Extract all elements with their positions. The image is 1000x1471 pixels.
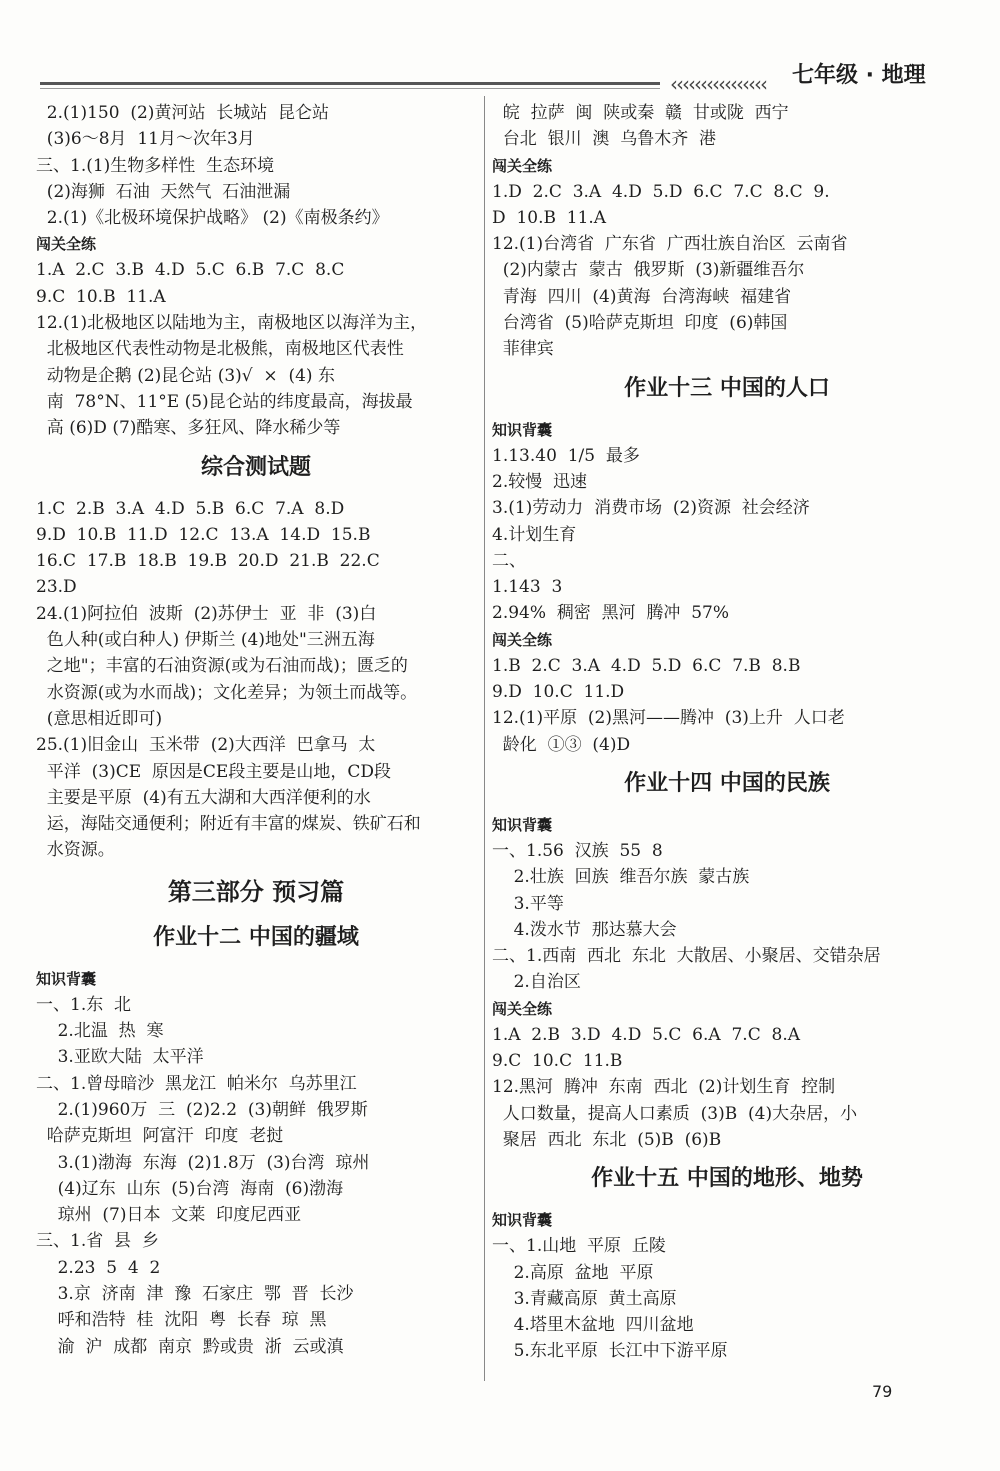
answer-line: 2.(1)150 (2)黄河站 长城站 昆仑站 <box>36 103 330 123</box>
section-heading: 作业十三 中国的人口 <box>624 375 830 401</box>
column-divider <box>484 96 485 1381</box>
answer-line: 5.东北平原 长江中下游平原 <box>492 1341 728 1362</box>
answer-line: 9.D 10.B 11.D 12.C 13.A 14.D 15.B <box>36 524 371 545</box>
answer-line: 1.C 2.B 3.A 4.D 5.B 6.C 7.A 8.D <box>36 498 345 519</box>
answer-line: 呼和浩特 桂 沈阳 粤 长春 琼 黑 <box>36 1310 327 1331</box>
answer-line: 高 (6)D (7)酷寒、多狂风、降水稀少等 <box>36 418 341 439</box>
answer-line: 北极地区代表性动物是北极熊，南极地区代表性 <box>36 339 404 360</box>
answer-line: 9.C 10.C 11.B <box>492 1051 623 1072</box>
answer-line: 1.D 2.C 3.A 4.D 5.D 6.C 7.C 8.C 9. <box>492 181 830 202</box>
answer-line: 2.自治区 <box>492 972 581 993</box>
answer-line: 2.高原 盆地 平原 <box>492 1262 654 1283</box>
answer-line: 二、 <box>492 550 526 571</box>
answer-line: 9.C 10.B 11.A <box>36 286 166 307</box>
header-title: 七年级 · 地理 <box>792 63 926 88</box>
answer-line: 三、1.省 县 乡 <box>36 1231 159 1252</box>
answer-line: 动物是企鹅 (2)昆仑站 (3)√ × (4) 东 <box>36 365 335 386</box>
answer-line: 2.(1)《北极环境保护战略》 (2)《南极条约》 <box>36 208 389 229</box>
answer-line: 渝 沪 成都 南京 黔或贵 浙 云或滇 <box>36 1336 344 1357</box>
section-heading: 作业十五 中国的地形、地势 <box>591 1166 863 1192</box>
right-column <box>492 100 962 1365</box>
answer-line: 皖 拉萨 闽 陕或秦 赣 甘或陇 西宁 <box>492 103 789 123</box>
answer-line: 12.(1)北极地区以陆地为主，南极地区以海洋为主， <box>36 313 428 334</box>
answer-line: 色人种(或白种人) 伊斯兰 (4)地处"三洲五海 <box>36 630 375 651</box>
subsection-label: 闯关全练 <box>36 235 97 254</box>
answer-line: 3.青藏高原 黄土高原 <box>492 1288 677 1309</box>
answer-line: 人口数量，提高人口素质 (3)B (4)大杂居，小 <box>492 1103 858 1124</box>
answer-line: 4.泼水节 那达慕大会 <box>492 919 677 940</box>
answer-line: 1.13.40 1/5 最多 <box>492 445 640 466</box>
answer-line: D 10.B 11.A <box>492 207 607 228</box>
answer-line: 水资源(或为水而战)；文化差异；为领土而战等。 <box>36 682 418 703</box>
answer-line: 青海 四川 (4)黄海 台湾海峡 福建省 <box>492 286 792 307</box>
answer-line: 9.D 10.C 11.D <box>492 682 625 703</box>
answer-line: 2.北温 热 寒 <box>36 1021 164 1042</box>
subsection-label: 闯关全练 <box>492 999 553 1018</box>
answer-line: 一、1.东 北 <box>36 994 132 1015</box>
header-rule-thin <box>40 88 660 89</box>
answer-line: 二、1.西南 西北 东北 大散居、小聚居、交错杂居 <box>492 946 881 967</box>
answer-line: 平洋 (3)CE 原因是CE段主要是山地，CD段 <box>36 761 391 782</box>
answer-line: 12.黑河 腾冲 东南 西北 (2)计划生育 控制 <box>492 1077 836 1098</box>
answer-line: 3.京 济南 津 豫 石家庄 鄂 晋 长沙 <box>36 1283 354 1304</box>
answer-line: 运，海陆交通便利；附近有丰富的煤炭、铁矿石和 <box>36 814 421 835</box>
section-heading: 综合测试题 <box>200 454 311 480</box>
section-heading: 作业十四 中国的民族 <box>624 770 830 796</box>
answer-line: 12.(1)台湾省 广东省 广西壮族自治区 云南省 <box>492 234 848 255</box>
answer-line: 二、1.曾母暗沙 黑龙江 帕米尔 乌苏里江 <box>36 1073 357 1094</box>
answer-line: (4)辽东 山东 (5)台湾 海南 (6)渤海 <box>36 1178 344 1199</box>
answer-line: 一、1.56 汉族 55 8 <box>492 840 663 861</box>
page-number: 79 <box>872 1382 893 1401</box>
answer-line: 琼州 (7)日本 文莱 印度尼西亚 <box>36 1205 302 1226</box>
answer-line: 聚居 西北 东北 (5)B (6)B <box>492 1129 722 1150</box>
answer-line: 2.(1)960万 三 (2)2.2 (3)朝鲜 俄罗斯 <box>36 1099 368 1120</box>
subsection-label: 闯关全练 <box>492 630 553 649</box>
answer-line: 3.亚欧大陆 太平洋 <box>36 1047 204 1068</box>
header-rule <box>40 82 660 85</box>
subsection-label: 知识背囊 <box>492 420 553 439</box>
answer-line: 2.壮族 回族 维吾尔族 蒙古族 <box>492 867 750 888</box>
subsection-label: 知识背囊 <box>36 969 97 988</box>
left-column <box>36 100 476 1360</box>
answer-line: 1.A 2.C 3.B 4.D 5.C 6.B 7.C 8.C <box>36 260 345 281</box>
answer-line: (3)6～8月 11月～次年3月 <box>36 129 255 150</box>
answer-line: (2)内蒙古 蒙古 俄罗斯 (3)新疆维吾尔 <box>492 260 805 281</box>
answer-line: 三、1.(1)生物多样性 生态环境 <box>36 155 275 176</box>
subsection-label: 闯关全练 <box>492 156 553 175</box>
answer-line: 4.计划生育 <box>492 524 577 545</box>
answer-line: 3.平等 <box>492 893 564 914</box>
answer-line: 23.D <box>36 577 77 598</box>
page-header <box>0 0 1000 100</box>
answer-line: 1.143 3 <box>492 577 563 598</box>
answer-line: (2)海狮 石油 天然气 石油泄漏 <box>36 181 291 202</box>
section-heading: 第三部分 预习篇 <box>167 877 345 906</box>
answer-line: 台北 银川 澳 乌鲁木齐 港 <box>492 129 717 150</box>
section-heading: 作业十二 中国的疆域 <box>153 924 359 950</box>
answer-line: 3.(1)劳动力 消费市场 (2)资源 社会经济 <box>492 498 810 519</box>
subsection-label: 知识背囊 <box>492 815 553 834</box>
answer-line: 之地"；丰富的石油资源(或为石油而战)；匮乏的 <box>36 656 408 677</box>
answer-line: 25.(1)旧金山 玉米带 (2)大西洋 巴拿马 太 <box>36 735 376 756</box>
answer-line: 2.94% 稠密 黑河 腾冲 57% <box>492 603 730 624</box>
answer-line: 菲律宾 <box>492 339 554 360</box>
answer-line: 哈萨克斯坦 阿富汗 印度 老挝 <box>36 1126 284 1147</box>
answer-line: 2.23 5 4 2 <box>36 1257 161 1278</box>
answer-line: 24.(1)阿拉伯 波斯 (2)苏伊士 亚 非 (3)白 <box>36 603 377 624</box>
answer-line: 一、1.山地 平原 丘陵 <box>492 1236 666 1257</box>
answer-line: 台湾省 (5)哈萨克斯坦 印度 (6)韩国 <box>492 313 788 334</box>
answer-line: 龄化 ①③ (4)D <box>492 734 631 755</box>
answer-line: 2.较慢 迅速 <box>492 471 588 492</box>
answer-line: (意思相近即可) <box>36 708 163 729</box>
answer-line: 1.B 2.C 3.A 4.D 5.D 6.C 7.B 8.B <box>492 655 801 676</box>
subsection-label: 知识背囊 <box>492 1211 553 1230</box>
answer-line: 3.(1)渤海 东海 (2)1.8万 (3)台湾 琼州 <box>36 1152 370 1173</box>
answer-line: 南 78°N、11°E (5)昆仑站的纬度最高，海拔最 <box>36 391 413 412</box>
header-chevron-decoration: ‹‹‹‹‹‹‹‹‹‹‹‹‹‹‹‹ <box>670 72 766 96</box>
answer-line: 主要是平原 (4)有五大湖和大西洋便利的水 <box>36 787 371 808</box>
answer-line: 1.A 2.B 3.D 4.D 5.C 6.A 7.C 8.A <box>492 1024 801 1045</box>
answer-line: 12.(1)平原 (2)黑河——腾冲 (3)上升 人口老 <box>492 708 845 729</box>
answer-line: 水资源。 <box>36 840 115 861</box>
answer-line: 16.C 17.B 18.B 19.B 20.D 21.B 22.C <box>36 551 380 572</box>
answer-line: 4.塔里木盆地 四川盆地 <box>492 1315 694 1336</box>
